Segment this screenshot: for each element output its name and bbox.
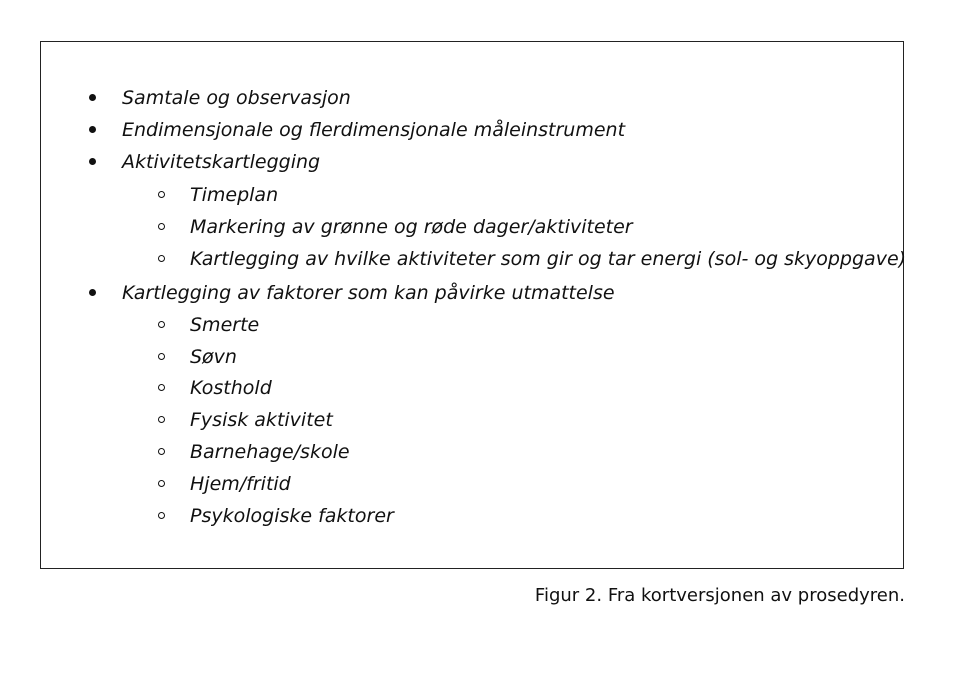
list-item: Kartlegging av faktorer som kan påvirke utmattelse	[122, 282, 615, 304]
circle-bullet-icon	[158, 353, 165, 360]
circle-bullet-icon	[158, 321, 165, 328]
circle-bullet-icon	[158, 416, 165, 423]
circle-bullet-icon	[158, 384, 165, 391]
circle-bullet-icon	[158, 512, 165, 519]
bullet-icon	[89, 158, 96, 165]
bullet-icon	[89, 289, 96, 296]
list-subitem: Søvn	[190, 346, 237, 368]
list-subitem: Smerte	[190, 314, 260, 336]
list-subitem: Kartlegging av hvilke aktiviteter som gir og tar energi (sol- og skyoppgave)	[190, 248, 907, 270]
list-subitem: Kosthold	[190, 377, 272, 399]
bullet-icon	[89, 94, 96, 101]
list-subitem: Barnehage/skole	[190, 441, 350, 463]
circle-bullet-icon	[158, 448, 165, 455]
list-item: Endimensjonale og flerdimensjonale måleinstrument	[122, 119, 626, 141]
list-subitem: Markering av grønne og røde dager/aktiviteter	[190, 216, 633, 238]
figure-caption: Figur 2. Fra kortversjonen av prosedyren.	[534, 585, 905, 606]
list-item: Samtale og observasjon	[122, 87, 351, 109]
list-item: Aktivitetskartlegging	[122, 151, 321, 173]
circle-bullet-icon	[158, 480, 165, 487]
circle-bullet-icon	[158, 255, 165, 262]
circle-bullet-icon	[158, 191, 165, 198]
list-subitem: Timeplan	[190, 184, 279, 206]
circle-bullet-icon	[158, 223, 165, 230]
list-subitem: Hjem/fritid	[190, 473, 291, 495]
bullet-icon	[89, 126, 96, 133]
list-subitem: Fysisk aktivitet	[190, 409, 333, 431]
list-subitem: Psykologiske faktorer	[190, 505, 394, 527]
